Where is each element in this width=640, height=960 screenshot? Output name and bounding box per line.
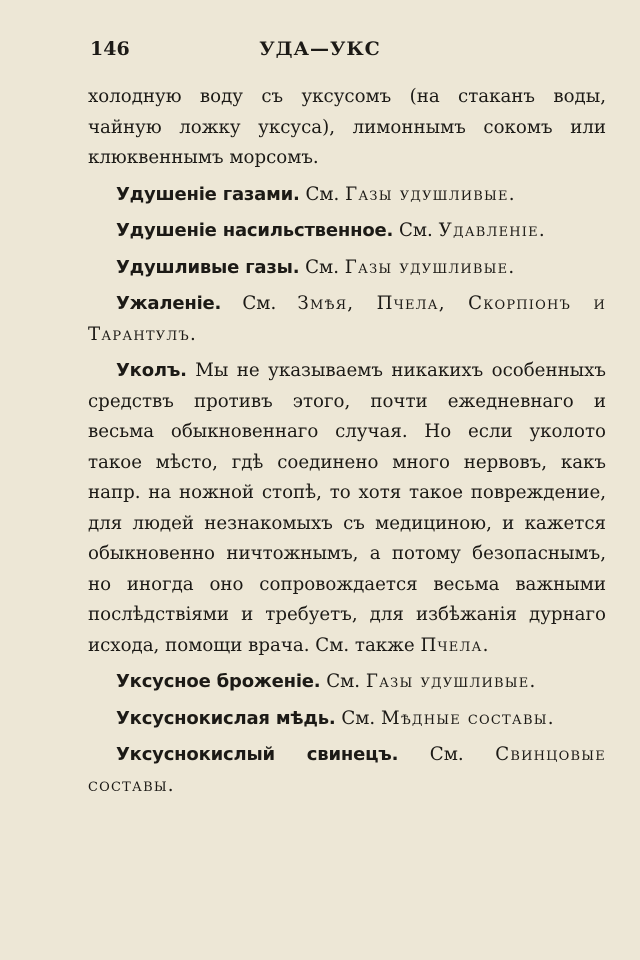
entry-body-text: Мы не указываемъ никакихъ особенныхъ средствъ противъ этого, почти ежедневнаго и весьма обыкновеннаго случая. Но если уколото такое мѣсто, гдѣ соединено много нервовъ, какъ напр. на ножной стопѣ, то хотя такое повреждение, для людей незнакомыхъ съ медициною, и кажется обыкновенно ничтожнымъ, а потому безопаснымъ, но иногда оно сопровождается весьма важными послѣдствіями и требуетъ, для избѣжанія дурнаго исхода, помощи врача.: [88, 360, 606, 656]
cross-reference: Газы удушливые.: [365, 671, 537, 692]
entry-uzhalenie: [88, 289, 606, 350]
cross-reference: Газы удушливые.: [344, 256, 516, 278]
cross-reference: Пчела.: [420, 634, 490, 656]
running-head: УДА—УКС: [259, 38, 381, 60]
see-label: См.: [429, 744, 464, 765]
page-header: [0, 36, 640, 66]
entry-uksusnokislaya-med: [88, 704, 606, 735]
entry-udushenie-gazami: [88, 180, 606, 211]
headword: Уколъ.: [116, 360, 187, 381]
headword: Удушеніе насильственное.: [116, 220, 394, 241]
headword: Удушеніе газами.: [116, 183, 300, 205]
page-body: [88, 82, 606, 801]
headword: Удушливые газы.: [116, 256, 300, 278]
headword: Уксуснокислый свинецъ.: [116, 744, 399, 765]
cross-reference: Свинцовые составы.: [88, 744, 606, 796]
see-label: См.: [305, 256, 339, 278]
cross-reference: Мѣдные составы.: [381, 707, 555, 729]
page-number: 146: [90, 38, 130, 60]
cross-reference: Змѣя, Пчела, Скорпіонъ и Тарантулъ.: [88, 293, 606, 345]
entry-ukol: [88, 356, 606, 661]
cross-reference: Удавленіе.: [438, 220, 546, 241]
see-label: См.: [341, 707, 376, 729]
see-label: См.: [305, 183, 340, 205]
headword: Уксусное броженіе.: [116, 671, 321, 692]
see-label: См. также: [315, 634, 415, 656]
see-label: См.: [326, 671, 361, 692]
headword: Уксуснокислая мѣдь.: [116, 707, 336, 729]
continued-paragraph: холодную воду съ уксусомъ (на стаканъ воды, чайную ложку уксуса), лимоннымъ сокомъ или клюквеннымъ морсомъ.: [88, 86, 606, 168]
cross-reference: Газы удушливые.: [345, 183, 516, 205]
see-label: См.: [398, 220, 433, 241]
see-label: См.: [242, 293, 277, 314]
entry-udushenie-nasilstvennoe: [88, 216, 606, 247]
entry-udushlivye-gazy: [88, 253, 606, 284]
entry-uksusnoe-brozhenie: [88, 667, 606, 698]
entry-uksusnokislyi-svinets: [88, 740, 606, 801]
headword: Ужаленіе.: [116, 293, 222, 314]
